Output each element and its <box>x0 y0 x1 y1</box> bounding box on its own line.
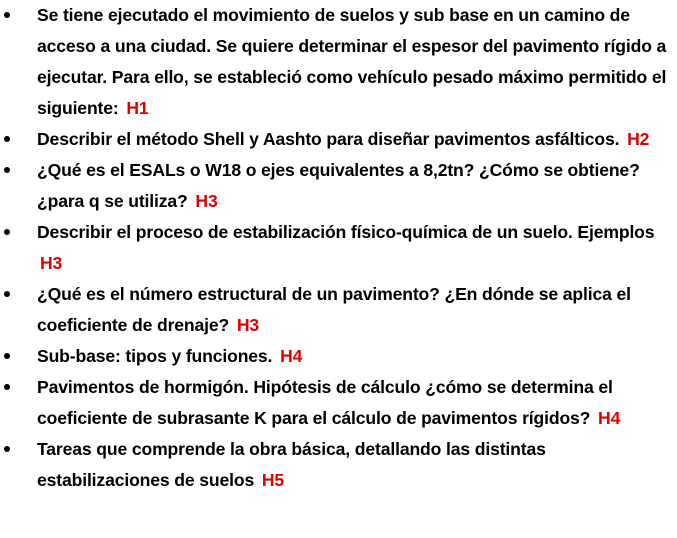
topic-tag: H3 <box>40 253 63 273</box>
bullet-icon <box>4 167 10 173</box>
question-text: Pavimentos de hormigón. Hipótesis de cálculo ¿cómo se determina el coeficiente de subrasante K para el cálculo de pavimentos rígidos? <box>37 377 613 428</box>
question-text: Sub-base: tipos y funciones. <box>37 346 273 366</box>
list-item <box>0 0 677 124</box>
question-text: ¿Qué es el ESALs o W18 o ejes equivalentes a 8,2tn? ¿Cómo se obtiene? ¿para q se utiliza? <box>37 160 640 211</box>
topic-tag: H5 <box>261 470 285 490</box>
question-text: Describir el método Shell y Aashto para diseñar pavimentos asfálticos. <box>37 129 620 149</box>
question-text: Describir el proceso de estabilización físico-química de un suelo. Ejemplos <box>37 222 655 242</box>
bullet-icon <box>4 291 10 297</box>
topic-tag: H2 <box>627 129 650 149</box>
question-text: Tareas que comprende la obra básica, detallando las distintas estabilizaciones de suelos <box>37 439 546 490</box>
bullet-icon <box>4 353 10 359</box>
topic-tag: H4 <box>598 408 621 428</box>
bullet-icon <box>4 229 10 235</box>
bullet-icon <box>4 446 10 452</box>
topic-tag: H1 <box>126 98 149 118</box>
topic-tag: H3 <box>195 191 218 211</box>
bullet-icon <box>4 12 10 18</box>
topic-tag: H4 <box>280 346 303 366</box>
list-item <box>0 124 677 155</box>
list-item <box>0 341 677 372</box>
question-text: ¿Qué es el número estructural de un pavimento? ¿En dónde se aplica el coeficiente de drenaje? <box>37 284 631 335</box>
bullet-icon <box>4 384 10 390</box>
list-item <box>0 279 677 341</box>
list-item <box>0 434 677 496</box>
list-item <box>0 372 677 434</box>
list-item <box>0 155 677 217</box>
list-item <box>0 217 677 279</box>
bullet-icon <box>4 136 10 142</box>
topic-tag: H3 <box>236 315 260 335</box>
question-text: Se tiene ejecutado el movimiento de suelos y sub base en un camino de acceso a una ciudad. Se quiere determinar el espesor del pavimento rígido a ejecutar. Para ello, se estableció como vehículo pesado máximo permitido el siguiente: <box>37 5 667 118</box>
